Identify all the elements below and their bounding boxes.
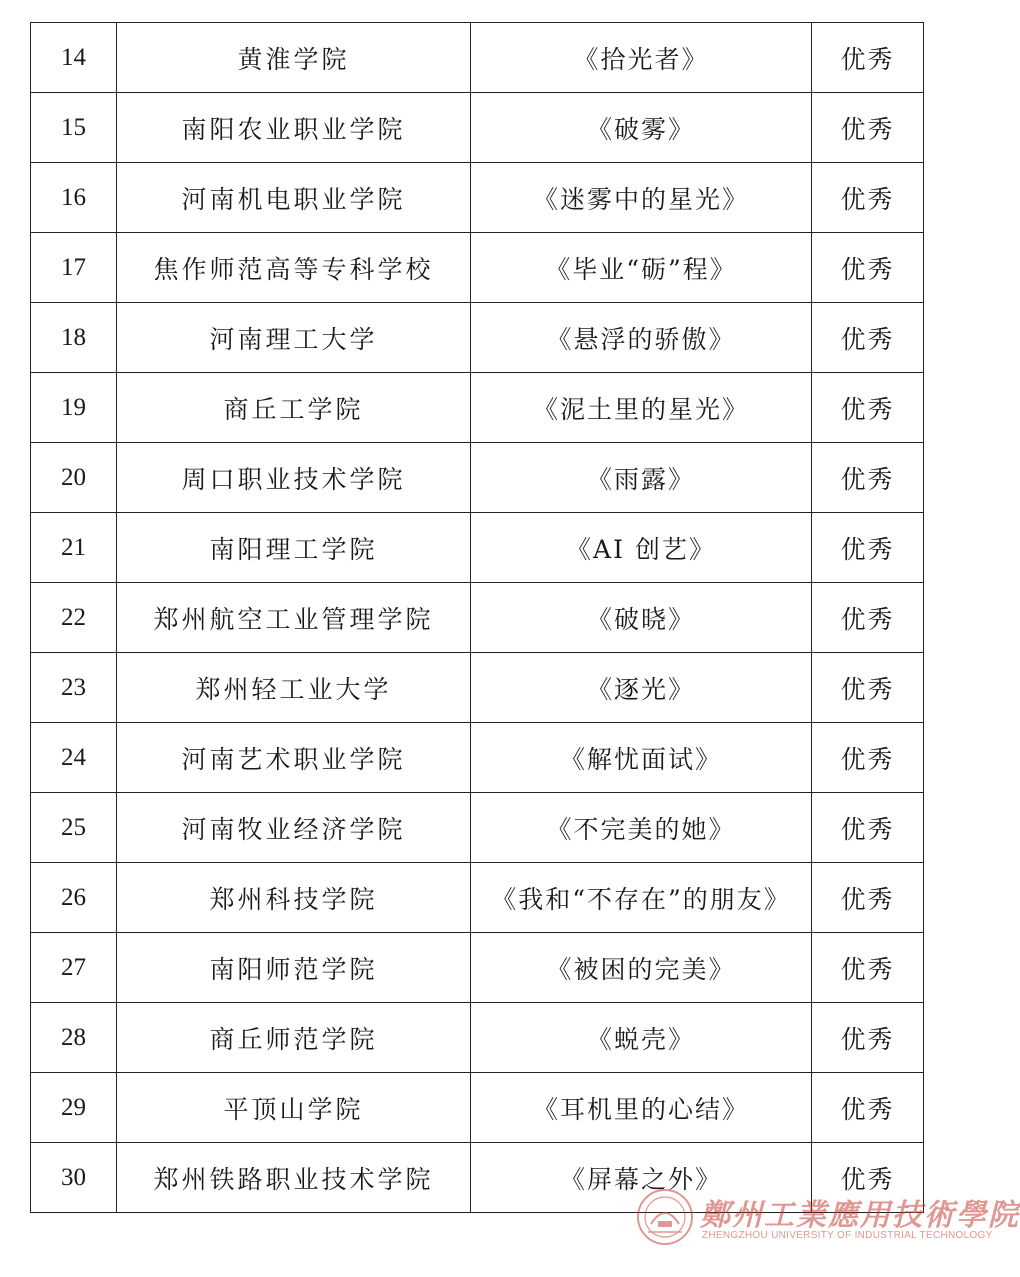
award-level-cell: 优秀 xyxy=(812,1003,924,1073)
school-name-cell: 南阳理工学院 xyxy=(117,513,471,583)
row-number-cell: 26 xyxy=(31,863,117,933)
work-title-cell: 《我和“不存在”的朋友》 xyxy=(471,863,812,933)
row-number-cell: 30 xyxy=(31,1143,117,1213)
row-number-cell: 15 xyxy=(31,93,117,163)
row-number-cell: 27 xyxy=(31,933,117,1003)
row-number-cell: 22 xyxy=(31,583,117,653)
row-number-cell: 29 xyxy=(31,1073,117,1143)
award-level-cell: 优秀 xyxy=(812,723,924,793)
table-row xyxy=(31,163,924,233)
table-row xyxy=(31,1143,924,1213)
work-title-cell: 《泥土里的星光》 xyxy=(471,373,812,443)
watermark-university-english: ZHENGZHOU UNIVERSITY OF INDUSTRIAL TECHNOLOGY xyxy=(702,1230,993,1241)
school-name-cell: 平顶山学院 xyxy=(117,1073,471,1143)
work-title-cell: 《解忧面试》 xyxy=(471,723,812,793)
row-number-cell: 19 xyxy=(31,373,117,443)
school-name-cell: 郑州轻工业大学 xyxy=(117,653,471,723)
row-number-cell: 18 xyxy=(31,303,117,373)
table-row xyxy=(31,443,924,513)
table-row xyxy=(31,233,924,303)
table-row xyxy=(31,723,924,793)
award-level-cell: 优秀 xyxy=(812,583,924,653)
school-name-cell: 河南理工大学 xyxy=(117,303,471,373)
award-level-cell: 优秀 xyxy=(812,1143,924,1213)
award-level-cell: 优秀 xyxy=(812,443,924,513)
award-level-cell: 优秀 xyxy=(812,863,924,933)
school-name-cell: 南阳师范学院 xyxy=(117,933,471,1003)
award-level-cell: 优秀 xyxy=(812,233,924,303)
table-row xyxy=(31,1003,924,1073)
row-number-cell: 16 xyxy=(31,163,117,233)
school-name-cell: 河南艺术职业学院 xyxy=(117,723,471,793)
work-title-cell: 《AI 创艺》 xyxy=(471,513,812,583)
work-title-cell: 《被困的完美》 xyxy=(471,933,812,1003)
award-level-cell: 优秀 xyxy=(812,23,924,93)
results-table xyxy=(30,22,924,1213)
results-sheet xyxy=(30,22,923,1213)
row-number-cell: 14 xyxy=(31,23,117,93)
work-title-cell: 《破晓》 xyxy=(471,583,812,653)
watermark-university-name: 鄭州工業應用技術學院 xyxy=(700,1198,1020,1233)
school-name-cell: 商丘工学院 xyxy=(117,373,471,443)
table-row xyxy=(31,93,924,163)
table-row xyxy=(31,303,924,373)
school-name-cell: 郑州科技学院 xyxy=(117,863,471,933)
row-number-cell: 24 xyxy=(31,723,117,793)
work-title-cell: 《毕业“砺”程》 xyxy=(471,233,812,303)
award-level-cell: 优秀 xyxy=(812,93,924,163)
row-number-cell: 20 xyxy=(31,443,117,513)
work-title-cell: 《破雾》 xyxy=(471,93,812,163)
work-title-cell: 《蜕壳》 xyxy=(471,1003,812,1073)
work-title-cell: 《不完美的她》 xyxy=(471,793,812,863)
work-title-cell: 《悬浮的骄傲》 xyxy=(471,303,812,373)
table-row xyxy=(31,583,924,653)
row-number-cell: 25 xyxy=(31,793,117,863)
work-title-cell: 《逐光》 xyxy=(471,653,812,723)
school-name-cell: 商丘师范学院 xyxy=(117,1003,471,1073)
table-row xyxy=(31,653,924,723)
school-name-cell: 焦作师范高等专科学校 xyxy=(117,233,471,303)
school-name-cell: 南阳农业职业学院 xyxy=(117,93,471,163)
row-number-cell: 21 xyxy=(31,513,117,583)
award-level-cell: 优秀 xyxy=(812,373,924,443)
school-name-cell: 河南机电职业学院 xyxy=(117,163,471,233)
school-name-cell: 郑州航空工业管理学院 xyxy=(117,583,471,653)
award-level-cell: 优秀 xyxy=(812,303,924,373)
school-name-cell: 河南牧业经济学院 xyxy=(117,793,471,863)
award-level-cell: 优秀 xyxy=(812,163,924,233)
award-level-cell: 优秀 xyxy=(812,933,924,1003)
work-title-cell: 《拾光者》 xyxy=(471,23,812,93)
table-row xyxy=(31,933,924,1003)
table-row xyxy=(31,1073,924,1143)
school-name-cell: 郑州铁路职业技术学院 xyxy=(117,1143,471,1213)
work-title-cell: 《雨露》 xyxy=(471,443,812,513)
award-level-cell: 优秀 xyxy=(812,1073,924,1143)
row-number-cell: 17 xyxy=(31,233,117,303)
award-level-cell: 优秀 xyxy=(812,513,924,583)
table-row xyxy=(31,373,924,443)
table-row xyxy=(31,863,924,933)
work-title-cell: 《迷雾中的星光》 xyxy=(471,163,812,233)
school-name-cell: 周口职业技术学院 xyxy=(117,443,471,513)
work-title-cell: 《屏幕之外》 xyxy=(471,1143,812,1213)
row-number-cell: 28 xyxy=(31,1003,117,1073)
results-table-body xyxy=(31,23,924,1213)
award-level-cell: 优秀 xyxy=(812,653,924,723)
row-number-cell: 23 xyxy=(31,653,117,723)
table-row xyxy=(31,793,924,863)
table-row xyxy=(31,23,924,93)
school-name-cell: 黄淮学院 xyxy=(117,23,471,93)
work-title-cell: 《耳机里的心结》 xyxy=(471,1073,812,1143)
award-level-cell: 优秀 xyxy=(812,793,924,863)
table-row xyxy=(31,513,924,583)
